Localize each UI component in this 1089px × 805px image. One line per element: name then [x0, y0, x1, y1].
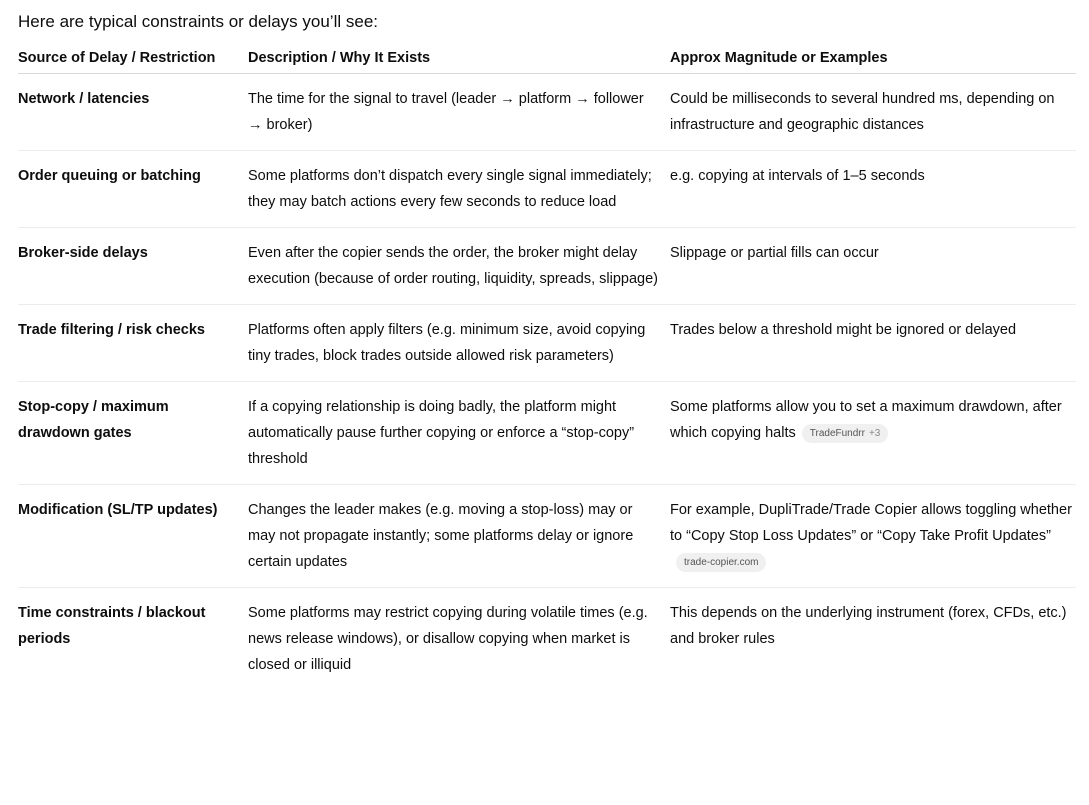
table-header — [18, 50, 1076, 74]
magnitude-text: Slippage or partial fills can occur — [670, 245, 879, 261]
header-magnitude: Approx Magnitude or Examples — [670, 50, 1076, 74]
header-source: Source of Delay / Restriction — [18, 50, 248, 74]
magnitude-cell — [670, 74, 1076, 151]
magnitude-text: Some platforms allow you to set a maximum drawdown, after which copying halts — [670, 399, 1062, 441]
magnitude-cell — [670, 485, 1076, 588]
source-cell: Broker-side delays — [18, 228, 248, 305]
magnitude-cell — [670, 382, 1076, 485]
magnitude-text: Trades below a threshold might be ignored or delayed — [670, 322, 1017, 338]
citation-source: TradeFundrr — [809, 428, 865, 439]
citation-more: +3 — [868, 428, 881, 439]
table-row — [18, 382, 1076, 485]
table-row — [18, 74, 1076, 151]
magnitude-cell — [670, 228, 1076, 305]
magnitude-text: Could be milliseconds to several hundred ms, depending on infrastructure and geographic distances — [670, 91, 1055, 133]
description-cell: Some platforms don’t dispatch every single signal immediately; they may batch actions every few seconds to reduce load — [248, 151, 670, 228]
header-description: Description / Why It Exists — [248, 50, 670, 74]
constraints-table — [18, 50, 1076, 690]
magnitude-text: e.g. copying at intervals of 1–5 seconds — [670, 168, 925, 184]
magnitude-text: For example, DupliTrade/Trade Copier allows toggling whether to “Copy Stop Loss Updates” or “Copy Take Profit Updates” — [670, 502, 1072, 544]
citation-badge[interactable] — [676, 553, 766, 572]
magnitude-text: This depends on the underlying instrument (forex, CFDs, etc.) and broker rules — [670, 605, 1067, 647]
source-cell: Network / latencies — [18, 74, 248, 151]
source-cell: Stop-copy / maximum drawdown gates — [18, 382, 248, 485]
intro-text: Here are typical constraints or delays you’ll see: — [18, 12, 378, 31]
description-cell: The time for the signal to travel (leader → platform → follower → broker) — [248, 74, 670, 151]
table-row — [18, 228, 1076, 305]
description-cell: If a copying relationship is doing badly, the platform might automatically pause further copying or enforce a “stop-copy” threshold — [248, 382, 670, 485]
source-cell: Modification (SL/TP updates) — [18, 485, 248, 588]
table-row — [18, 588, 1076, 691]
source-cell: Order queuing or batching — [18, 151, 248, 228]
citation-source: trade-copier.com — [684, 557, 759, 568]
source-cell: Time constraints / blackout periods — [18, 605, 206, 647]
table-row — [18, 485, 1076, 588]
description-cell: Even after the copier sends the order, the broker might delay execution (because of order routing, liquidity, spreads, slippage) — [248, 228, 670, 305]
description-cell: Platforms often apply filters (e.g. minimum size, avoid copying tiny trades, block trades outside allowed risk parameters) — [248, 305, 670, 382]
table-row — [18, 305, 1076, 382]
magnitude-cell — [670, 305, 1076, 382]
table-row — [18, 151, 1076, 228]
source-cell: Trade filtering / risk checks — [18, 305, 248, 382]
magnitude-cell — [670, 151, 1076, 228]
citation-badge[interactable] — [802, 424, 889, 443]
magnitude-cell — [670, 588, 1076, 691]
description-cell: Changes the leader makes (e.g. moving a stop-loss) may or may not propagate instantly; some platforms delay or ignore certain updates — [248, 485, 670, 588]
description-cell: Some platforms may restrict copying during volatile times (e.g. news release windows), or disallow copying when market is closed or illiquid — [248, 605, 648, 673]
